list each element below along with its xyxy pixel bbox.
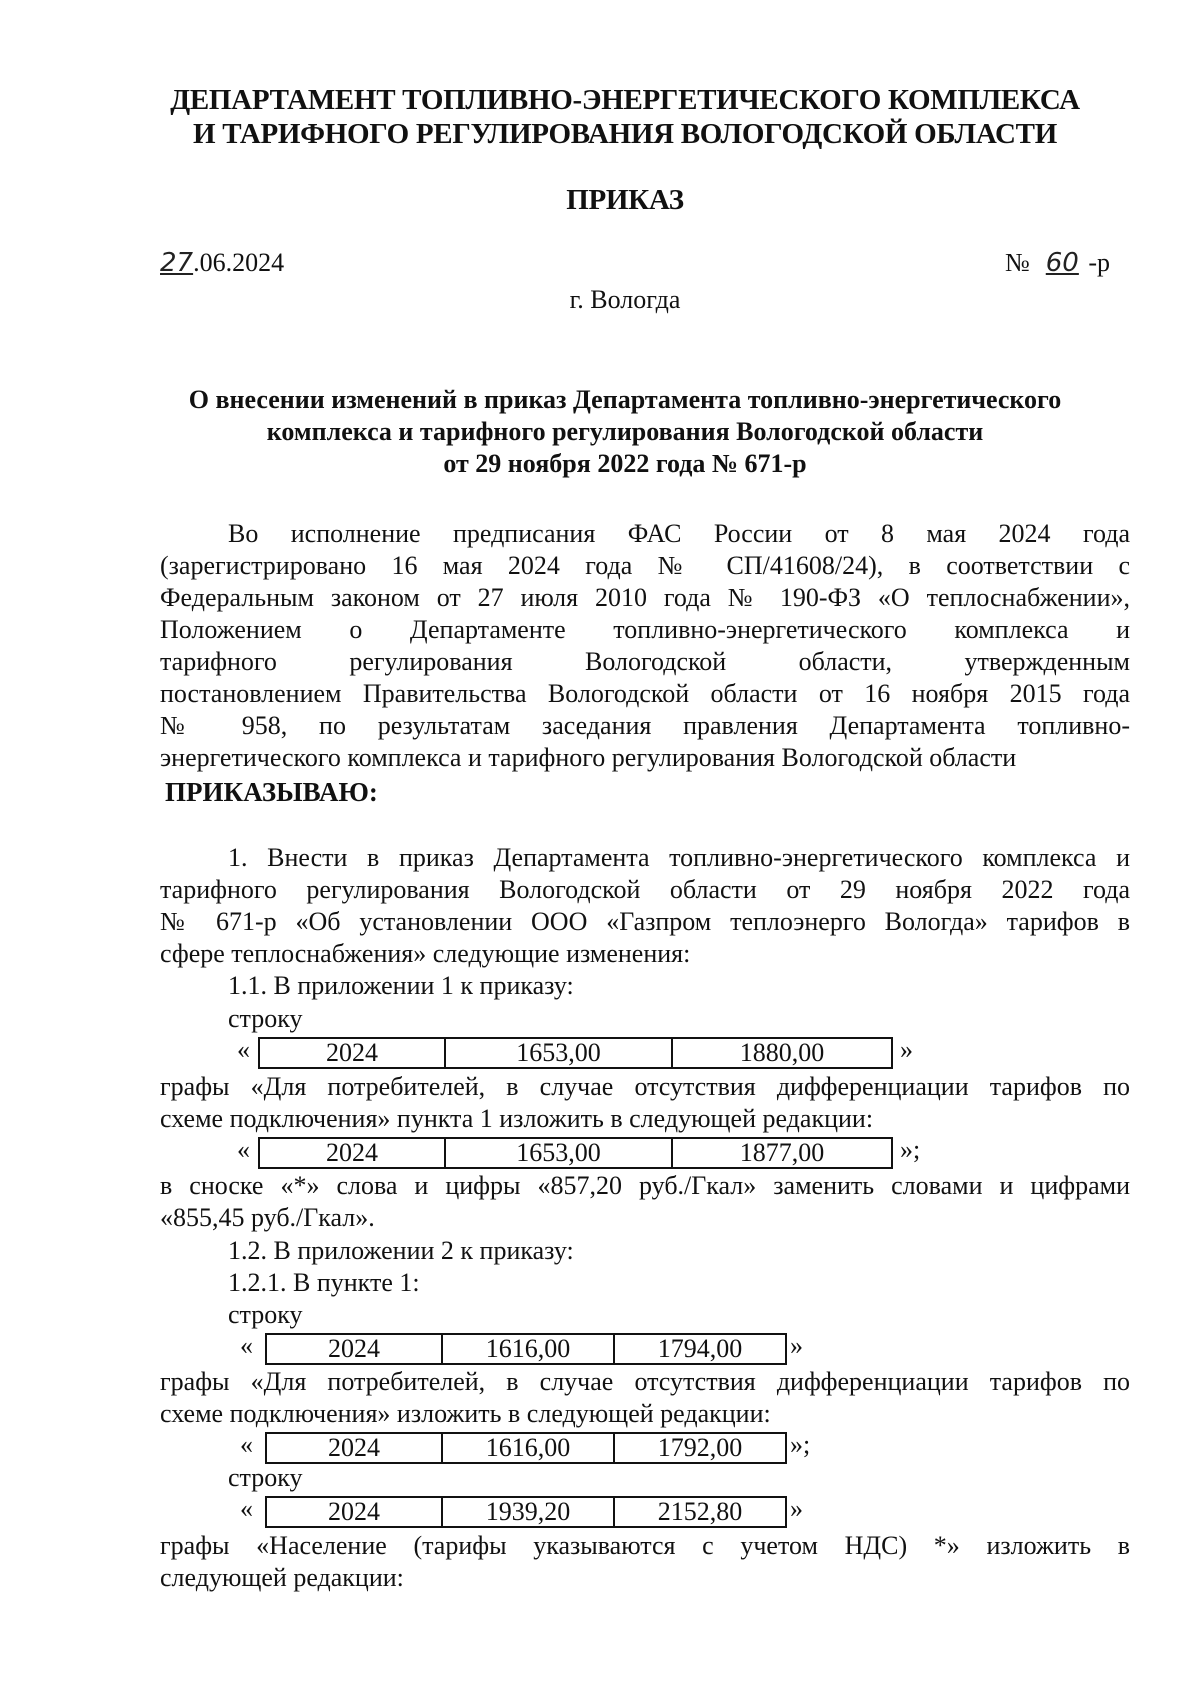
graph3-line: графы «Население (тарифы указываются с учетом НДС) *» изложить в [160,1531,1130,1560]
quote-open: « [240,1331,253,1360]
footnote-line: «855,45 руб./Гкал». [160,1203,375,1232]
row-value: 1616,00 [442,1334,614,1364]
row-value: 1792,00 [614,1433,786,1463]
preamble-line: № 958, по результатам заседания правления Департамента топливно- [160,711,1130,740]
item1-line: тарифного регулирования Вологодской области от 29 ноября 2022 года [160,875,1130,904]
number-suffix: -р [1088,248,1110,277]
graph2-line: схеме подключения» изложить в следующей редакции: [160,1399,771,1428]
row-word: строку [228,1300,303,1329]
graph-line: графы «Для потребителей, в случае отсутствия дифференциации тарифов по [160,1072,1130,1101]
row-year: 2024 [259,1138,445,1168]
quote-close: » [900,1035,913,1064]
preamble-line: Во исполнение предписания ФАС России от 8 мая 2024 года [228,519,1130,548]
subsection-1-2-1: 1.2.1. В пункте 1: [228,1268,420,1297]
row-value: 1880,00 [672,1038,892,1068]
tariff-row-d [265,1432,787,1464]
quote-close: » [790,1494,803,1523]
subject-line2: комплекса и тарифного регулирования Вологодской области [266,417,984,446]
row-year: 2024 [259,1038,445,1068]
preamble-line: энергетического комплекса и тарифного регулирования Вологодской области [160,743,1017,772]
quote-open: « [237,1135,250,1164]
subsection-1-2: 1.2. В приложении 2 к приказу: [228,1236,574,1265]
preamble-line: (зарегистрировано 16 мая 2024 года № СП/41608/24), в соответствии с [160,551,1130,580]
subject-line3: от 29 ноября 2022 года № 671-р [443,449,807,478]
graph3-line: следующей редакции: [160,1563,404,1592]
graph-line: схеме подключения» пункта 1 изложить в следующей редакции: [160,1104,874,1133]
row-word: строку [228,1004,303,1033]
department-title-line2: И ТАРИФНОГО РЕГУЛИРОВАНИЯ ВОЛОГОДСКОЙ ОБЛАСТИ [193,118,1057,150]
row-value: 1653,00 [445,1138,672,1168]
tariff-row-e [265,1496,787,1528]
number-handwritten: 60 [1045,248,1079,278]
row-value: 1616,00 [442,1433,614,1463]
quote-close: » [790,1331,803,1360]
preamble-line: Федеральным законом от 27 июля 2010 года № 190-ФЗ «О теплоснабжении», [160,583,1130,612]
date-handwritten: 27 [160,248,194,278]
number-prefix: № [1005,248,1030,277]
tariff-row-b [258,1137,893,1169]
tariff-row-c [265,1333,787,1365]
item1-line: 1. Внести в приказ Департамента топливно-энергетического комплекса и [228,843,1130,872]
subject-line1: О внесении изменений в приказ Департамента топливно-энергетического [188,385,1062,414]
row-value: 1653,00 [445,1038,672,1068]
quote-open: « [240,1494,253,1523]
row-word: строку [228,1463,303,1492]
row-year: 2024 [266,1334,442,1364]
row-value: 1939,20 [442,1497,614,1527]
item1-line: сфере теплоснабжения» следующие изменения: [160,939,691,968]
row-value: 1877,00 [672,1138,892,1168]
footnote-line: в сноске «*» слова и цифры «857,20 руб./Гкал» заменить словами и цифрами [160,1171,1130,1200]
date-printed: .06.2024 [193,248,285,277]
preamble-line: Положением о Департаменте топливно-энергетического комплекса и [160,615,1130,644]
row-year: 2024 [266,1497,442,1527]
quote-close: »; [790,1430,811,1459]
preamble-line: постановлением Правительства Вологодской области от 16 ноября 2015 года [160,679,1130,708]
quote-close: »; [900,1135,921,1164]
preamble-line: тарифного регулирования Вологодской области, утвержденным [160,647,1130,676]
row-value: 2152,80 [614,1497,786,1527]
order-date [160,247,284,279]
row-year: 2024 [266,1433,442,1463]
subsection-1-1: 1.1. В приложении 1 к приказу: [228,971,574,1000]
city-line: г. Вологда [569,285,681,314]
document-type-title: ПРИКАЗ [566,184,684,216]
quote-open: « [237,1035,250,1064]
order-number [1005,247,1110,279]
item1-line: № 671-р «Об установлении ООО «Газпром теплоэнерго Вологда» тарифов в [160,907,1130,936]
order-word: ПРИКАЗЫВАЮ: [165,777,378,807]
graph2-line: графы «Для потребителей, в случае отсутствия дифференциации тарифов по [160,1367,1130,1396]
department-title-line1: ДЕПАРТАМЕНТ ТОПЛИВНО-ЭНЕРГЕТИЧЕСКОГО КОМПЛЕКСА [170,84,1080,116]
row-value: 1794,00 [614,1334,786,1364]
tariff-row-a [258,1037,893,1069]
quote-open: « [240,1430,253,1459]
